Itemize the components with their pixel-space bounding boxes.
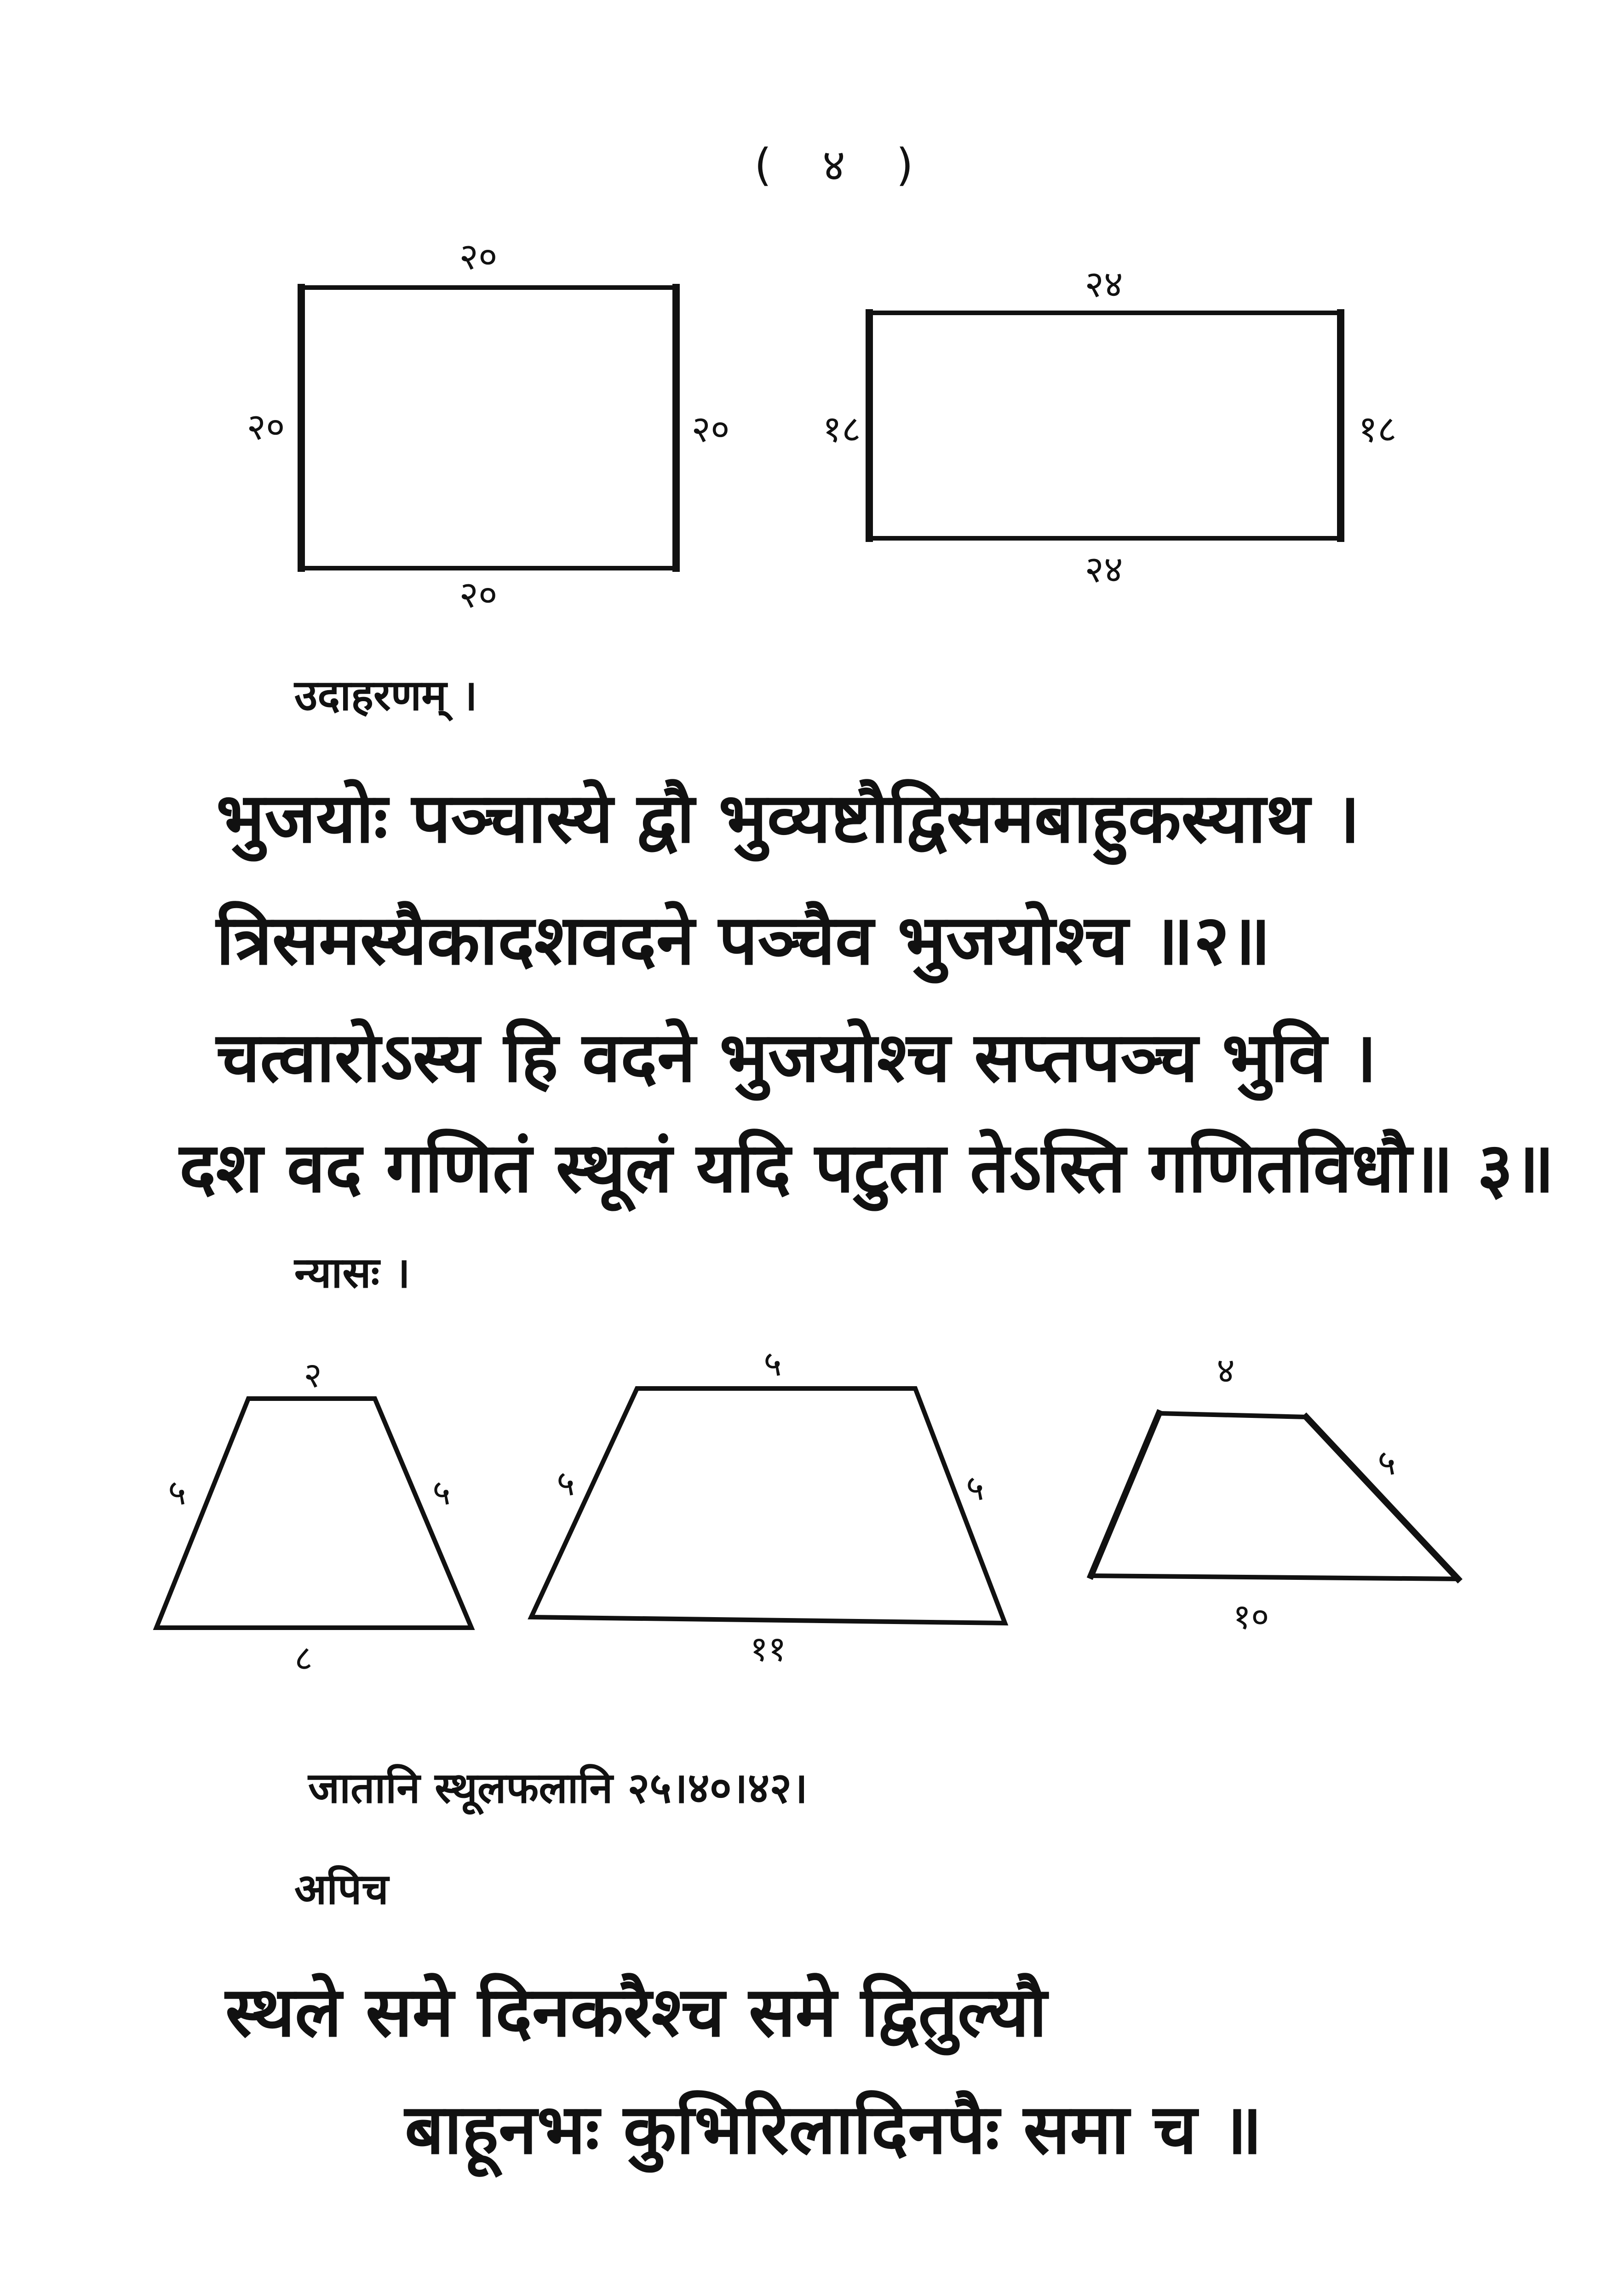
square-left-label: २० — [247, 405, 285, 448]
trapezium-1-top-label: २ — [304, 1354, 322, 1395]
verse-1-line-2: त्रिसमस्यैकादशवदने पञ्चैव भुजयोश्च ॥२॥ — [216, 900, 1271, 980]
square-figure — [301, 288, 676, 568]
square-right-label: २० — [691, 408, 730, 450]
heading-nyasa: न्यासः । — [294, 1248, 411, 1297]
trapezium-1-left-label: ५ — [168, 1472, 186, 1513]
trapezium-2-bottom-label: ११ — [750, 1628, 786, 1669]
page-number: ( ४ ) — [754, 139, 932, 191]
heading-apica: अपिच — [294, 1865, 389, 1914]
result-line: जातानि स्थूलफलानि २५।४०।४२। — [308, 1763, 808, 1813]
rectangle-bottom-label: २४ — [1085, 548, 1123, 591]
verse-1-line-1: भुजयोः पञ्चास्ये द्वौ भुव्यष्टौद्विसमबाहुकस्याथ । — [216, 778, 1360, 858]
trapezium-2-top-label: ५ — [763, 1343, 782, 1384]
quadrilateral-3-figure — [1091, 1413, 1458, 1579]
quadrilateral-3-right-label: ५ — [1377, 1442, 1396, 1483]
trapezium-2-left-label: ५ — [557, 1463, 575, 1503]
quadrilateral-3-bottom-label: १० — [1233, 1596, 1269, 1637]
trapezium-1-figure — [156, 1399, 471, 1628]
quadrilateral-3-top-label: ४ — [1217, 1350, 1235, 1391]
trapezium-1-bottom-label: ८ — [294, 1637, 313, 1678]
heading-example: उदाहरणम् । — [294, 671, 478, 720]
rectangle-top-label: २४ — [1085, 263, 1123, 305]
trapezium-2-right-label: ५ — [966, 1467, 984, 1508]
square-top-label: २० — [459, 235, 498, 278]
rectangle-right-label: १८ — [1358, 408, 1397, 450]
verse-1-line-4: दश वद गणितं स्थूलं यदि पटुता तेऽस्ति गणितविधौ॥ ३॥ — [179, 1128, 1555, 1208]
rectangle-left-label: १८ — [822, 408, 861, 450]
trapezium-2-figure — [531, 1388, 1005, 1623]
square-bottom-label: २० — [459, 573, 498, 616]
trapezium-1-right-label: ५ — [432, 1472, 451, 1513]
rectangle-figure — [869, 313, 1341, 538]
verse-2-line-1: स्थले समे दिनकरैश्च समे द्वितुल्यौ — [225, 1972, 1047, 2052]
verse-2-line-2: बाहूनभः कुभिरिलादिनपैः समा च ॥ — [405, 2090, 1262, 2170]
verse-1-line-3: चत्वारोऽस्य हि वदने भुजयोश्च सप्तपञ्च भुवि । — [216, 1018, 1377, 1098]
